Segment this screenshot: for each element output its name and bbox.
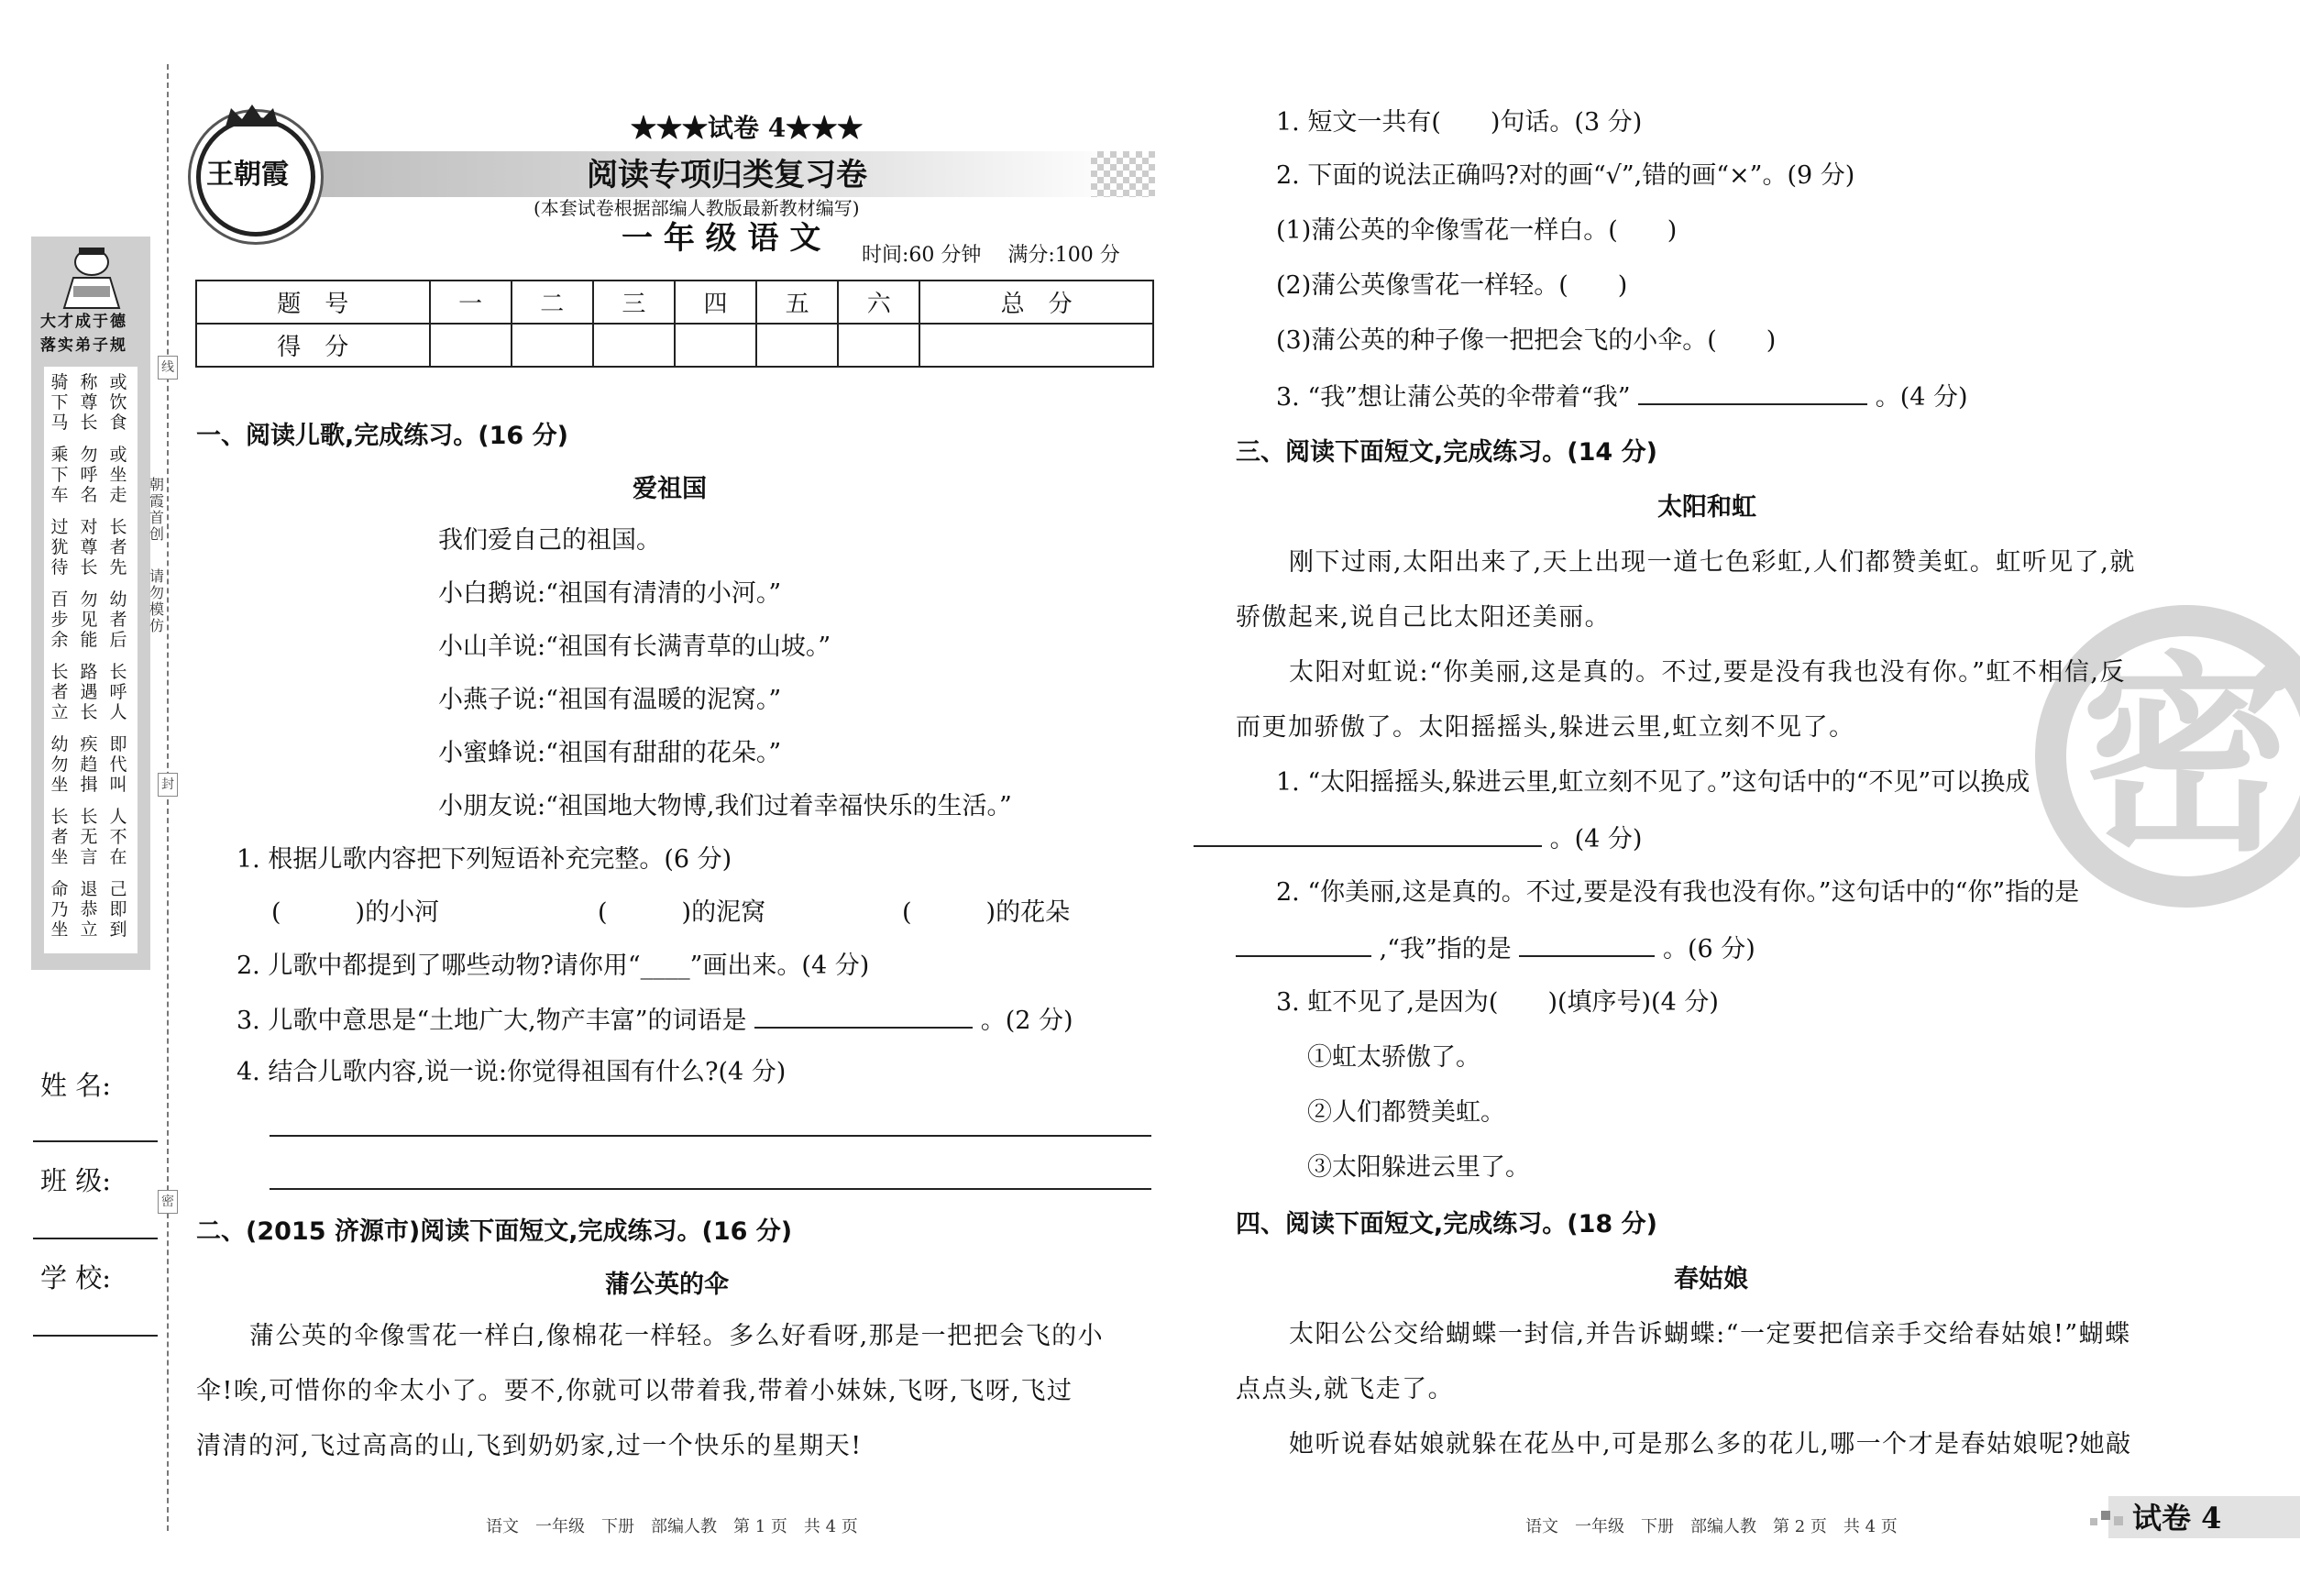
s3-question-1: 1. “太阳摇摇头,躲进云里,虹立刻不见了。”这句话中的“不见”可以换成 [1276, 768, 2030, 797]
score-cell: 四 [675, 281, 756, 324]
footer-right: 语文 一年级 下册 部编人教 第 2 页 共 4 页 [1525, 1517, 1898, 1536]
poem-line: 小朋友说:“祖国地大物博,我们过着幸福快乐的生活。” [438, 792, 1012, 820]
s4-para-line: 点点头,就飞走了。 [1236, 1375, 1455, 1403]
s2-question-2: 2. 下面的说法正确吗?对的画“√”,错的画“×”。(9 分) [1276, 161, 1855, 190]
s1-answer-line-2[interactable] [270, 1188, 1151, 1190]
s3-q2-answer-line-2[interactable] [1519, 931, 1655, 957]
rule-item: 过犹待 [50, 517, 69, 578]
ribbon-pattern [1091, 151, 1155, 197]
s1-question-2: 2. 儿歌中都提到了哪些动物?请你用“____”画出来。(4 分) [237, 952, 870, 980]
s2-q2-item-3: (3)蒲公英的种子像一把把会飞的小伞。( ) [1276, 326, 1777, 355]
rule-item: 百步余 [50, 589, 69, 650]
motto-line-2: 落实弟子规 [40, 336, 127, 355]
tag-squares-icon [2090, 1505, 2127, 1535]
rule-item: 长者立 [50, 662, 69, 722]
s1-question-1: 1. 根据儿歌内容把下列短语补充完整。(6 分) [237, 845, 732, 874]
s4-para-line: 太阳公公交给蝴蝶一封信,并告诉蝴蝶:“一定要把信亲手交给春姑娘!”蝴蝶 [1289, 1320, 2131, 1348]
score-cell: 三 [593, 281, 675, 324]
s2-para-line: 蒲公英的伞像雪花一样白,像棉花一样轻。多么好看呀,那是一把把会飞的小 [249, 1322, 1105, 1350]
score-cell: 一 [430, 281, 512, 324]
s1-answer-line-1[interactable] [270, 1135, 1151, 1137]
s1-question-3 [237, 1003, 1073, 1038]
s3-q3-option-1: ①虹太骄傲了。 [1307, 1043, 1480, 1072]
time-score: 时间:60 分钟 满分:100 分 [862, 244, 1120, 267]
rule-item: 即代叫 [109, 734, 127, 795]
rule-item: 命乃坐 [50, 879, 69, 940]
rule-item: 勿见能 [80, 589, 98, 650]
rule-item: 或饮食 [109, 372, 127, 433]
score-table-score-row [196, 324, 1153, 367]
s2-para-line: 清清的河,飞过高高的山,飞到奶奶家,过一个快乐的星期天! [196, 1432, 863, 1460]
poem-line: 小蜜蜂说:“祖国有甜甜的花朵。” [438, 739, 782, 767]
brand-logo [196, 117, 315, 237]
section2-title: 蒲公英的伞 [605, 1271, 729, 1299]
rule-item: 称尊长 [80, 372, 98, 433]
s2-q3-text: 3. “我”想让蒲公英的伞带着“我” [1276, 383, 1631, 412]
name-label: 姓 名: [40, 1070, 111, 1101]
s3-q1-answer-line[interactable] [1194, 821, 1542, 847]
s3-q3-option-3: ③太阳躲进云里了。 [1307, 1153, 1530, 1182]
rule-item: 退恭立 [80, 879, 98, 940]
name-field[interactable] [33, 1140, 158, 1142]
s1-blank-2[interactable]: ( )的泥窝 [598, 898, 766, 927]
s2-question-3 [1276, 380, 1968, 414]
paper-tag: 试卷 4 [2132, 1501, 2222, 1535]
section1-heading: 一、阅读儿歌,完成练习。(16 分) [196, 422, 568, 450]
s3-para-line: 刚下过雨,太阳出来了,天上出现一道七色彩虹,人们都赞美虹。虹听见了,就 [1289, 548, 2136, 577]
s3-question-3: 3. 虹不见了,是因为( )(填序号)(4 分) [1276, 988, 1719, 1017]
score-cell: 题 号 [196, 281, 430, 324]
s3-para-line: 太阳对虹说:“你美丽,这是真的。不过,要是没有我也没有你。”虹不相信,反 [1289, 658, 2126, 687]
s3-q1-score: 。(4 分) [1549, 825, 1643, 853]
class-field[interactable] [33, 1238, 158, 1239]
score-input[interactable] [593, 324, 675, 367]
section2-heading: 二、(2015 济源市)阅读下面短文,完成练习。(16 分) [196, 1217, 793, 1246]
rule-item: 勿呼名 [80, 445, 98, 505]
s3-para-line: 而更加骄傲了。太阳摇摇头,躲进云里,虹立刻不见了。 [1236, 713, 1855, 742]
score-input[interactable] [919, 324, 1153, 367]
score-cell: 二 [512, 281, 593, 324]
paper-number: ★★★试卷 4★★★ [631, 113, 864, 143]
vertical-tag-2: 请勿模仿 [149, 567, 164, 634]
rule-item: 幼者后 [109, 589, 127, 650]
section3-title: 太阳和虹 [1657, 493, 1756, 522]
section3-heading: 三、阅读下面短文,完成练习。(14 分) [1236, 438, 1657, 467]
class-label: 班 级: [40, 1165, 111, 1196]
score-cell: 总 分 [919, 281, 1153, 324]
poem-title: 爱祖国 [633, 475, 707, 503]
rule-item: 或坐走 [109, 445, 127, 505]
rule-item: 骑下马 [50, 372, 69, 433]
rule-item: 人不在 [109, 807, 127, 867]
poem-line: 小白鹅说:“祖国有清清的小河。” [438, 579, 782, 608]
paper-subtitle: (本套试卷根据部编人教版最新教材编写) [534, 197, 860, 219]
cut-mark-3: 密 [158, 1190, 178, 1214]
rule-item: 长者先 [109, 517, 127, 578]
s1-q3-answer-line[interactable] [754, 1003, 973, 1029]
rule-item: 幼勿坐 [50, 734, 69, 795]
cut-mark-1: 线 [158, 356, 178, 380]
seal-char: 密 [2081, 633, 2293, 880]
poem-line: 小燕子说:“祖国有温暖的泥窝。” [438, 686, 782, 714]
s1-q3-text: 3. 儿歌中意思是“土地广大,物产丰富”的词语是 [237, 1007, 747, 1035]
score-input[interactable] [512, 324, 593, 367]
rule-item: 长无言 [80, 807, 98, 867]
cut-line [167, 64, 169, 1531]
rule-item: 对尊长 [80, 517, 98, 578]
rule-item: 己即到 [109, 879, 127, 940]
poem-line: 小山羊说:“祖国有长满青草的山坡。” [438, 633, 831, 661]
s4-para-line: 她听说春姑娘就躲在花丛中,可是那么多的花儿,哪一个才是春姑娘呢?她敲 [1289, 1430, 2132, 1458]
s2-q2-item-2: (2)蒲公英像雪花一样轻。( ) [1276, 271, 1628, 300]
footer-left: 语文 一年级 下册 部编人教 第 1 页 共 4 页 [486, 1517, 858, 1536]
motto-line-1: 大才成于德 [40, 313, 127, 331]
s2-q3-score: 。(4 分) [1875, 383, 1968, 412]
s3-para-line: 骄傲起来,说自己比太阳还美丽。 [1236, 603, 1612, 632]
s1-blank-1[interactable]: ( )的小河 [271, 898, 440, 927]
s1-question-4: 4. 结合儿歌内容,说一说:你觉得祖国有什么?(4 分) [237, 1058, 787, 1086]
score-table-header-row [196, 281, 1153, 324]
score-table [195, 280, 1154, 368]
paper-title: 阅读专项归类复习卷 [587, 157, 867, 193]
section4-heading: 四、阅读下面短文,完成练习。(18 分) [1236, 1210, 1657, 1238]
grade-subject: 一 年 级 语 文 [622, 220, 821, 257]
rule-item: 路遇长 [80, 662, 98, 722]
s2-q3-answer-line[interactable] [1638, 380, 1867, 405]
score-input[interactable] [430, 324, 512, 367]
score-row-label: 得 分 [196, 324, 430, 367]
rule-item: 长呼人 [109, 662, 127, 722]
rule-item: 长者坐 [50, 807, 69, 867]
rule-item: 乘下车 [50, 445, 69, 505]
crown-icon [222, 103, 282, 132]
s1-blank-3[interactable]: ( )的花朵 [902, 898, 1071, 927]
score-input[interactable] [756, 324, 838, 367]
s3-q2-mid: ,“我”指的是 [1379, 935, 1512, 963]
vertical-tag-1: 朝霞首创 [149, 476, 164, 543]
s1-q3-score: 。(2 分) [980, 1007, 1073, 1035]
s3-q2-answer [1236, 931, 1755, 966]
school-label: 学 校: [40, 1262, 111, 1293]
rule-item: 疾趋揖 [80, 734, 98, 795]
s3-q1-answer [1194, 821, 1642, 856]
poem-line: 我们爱自己的祖国。 [438, 526, 661, 555]
section4-title: 春姑娘 [1674, 1265, 1748, 1293]
s3-q3-option-2: ②人们都赞美虹。 [1307, 1098, 1505, 1127]
score-cell: 五 [756, 281, 838, 324]
s2-q2-item-1: (1)蒲公英的伞像雪花一样白。( ) [1276, 216, 1678, 245]
school-field[interactable] [33, 1335, 158, 1337]
score-input[interactable] [838, 324, 919, 367]
logo-text: 王朝霞 [206, 159, 289, 191]
rules-box [44, 367, 138, 953]
score-cell: 六 [838, 281, 919, 324]
s2-para-line: 伞!唉,可惜你的伞太小了。要不,你就可以带着我,带着小妹妹,飞呀,飞呀,飞过 [196, 1377, 1073, 1405]
score-input[interactable] [675, 324, 756, 367]
s3-q2-answer-line-1[interactable] [1236, 931, 1371, 957]
scholar-illustration [46, 246, 138, 310]
s2-question-1: 1. 短文一共有( )句话。(3 分) [1276, 108, 1643, 137]
s3-q2-score: 。(6 分) [1662, 935, 1755, 963]
cut-mark-2: 封 [158, 773, 178, 797]
s3-question-2: 2. “你美丽,这是真的。不过,要是没有我也没有你。”这句话中的“你”指的是 [1276, 878, 2080, 907]
